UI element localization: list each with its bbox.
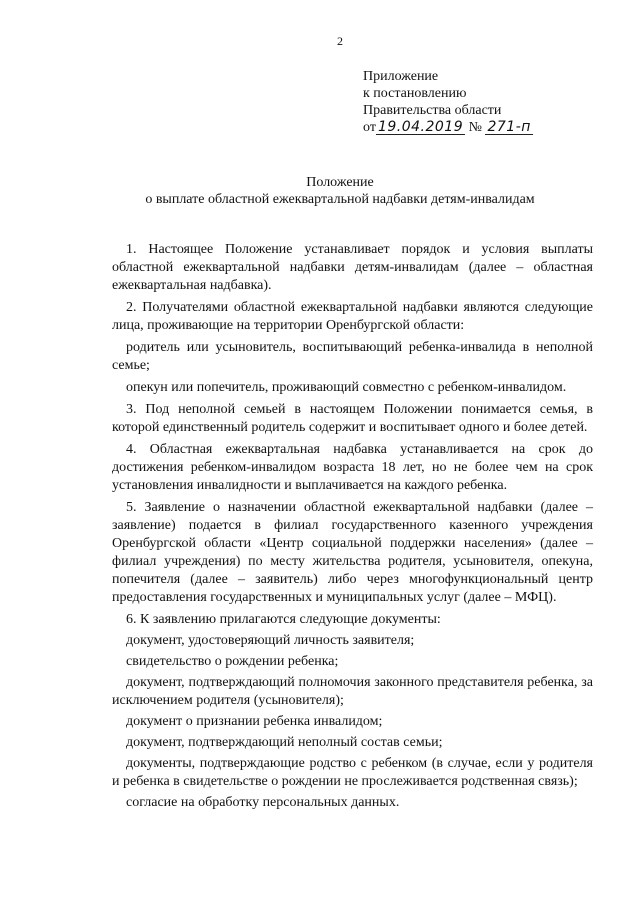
paragraph-5: 5. Заявление о назначении областной ежеквартальной надбавки (далее – заявление) подается в филиал государственного казенного учреждения Оренбургской области «Центр социальной поддержки населения» (далее – филиал учреждения) по месту жительства родителя, усыновителя, опекуна, попечителя (далее – заявитель) либо через многофункциональный центр предоставления государственных и муниципальных услуг (далее – МФЦ). [112, 500, 593, 605]
date-prefix: от [363, 120, 376, 135]
paragraph-6-item-6: документы, подтверждающие родство с ребенком (в случае, если у родителя и ребенка в свидетельстве о рождении не прослеживается родственная связь); [112, 756, 593, 789]
document-title [0, 174, 640, 208]
paragraph-6-item-1: документ, удостоверяющий личность заявителя; [126, 633, 415, 648]
paragraph-6-item-2: свидетельство о рождении ребенка; [126, 654, 339, 669]
paragraph-6-item-3: документ, подтверждающий полномочия законного представителя ребенка, за исключением родителя (усыновителя); [112, 675, 593, 708]
paragraph-2-item-1: родитель или усыновитель, воспитывающий ребенка-инвалида в неполной семье; [112, 340, 593, 373]
paragraph-3: 3. Под неполной семьей в настоящем Положении понимается семья, в которой единственный родитель содержит и воспитывает одного и более детей. [112, 402, 593, 435]
paragraph-6: 6. К заявлению прилагаются следующие документы: [126, 612, 441, 627]
paragraph-4: 4. Областная ежеквартальная надбавка устанавливается на срок до достижения ребенком-инвалидом возраста 18 лет, но не более чем на срок установления инвалидности и выплачивается на каждого ребенка. [112, 442, 593, 493]
handwritten-number: 271-п [487, 119, 531, 135]
paragraph-1: 1. Настоящее Положение устанавливает порядок и условия выплаты областной ежеквартальной надбавки детям-инвалидам (далее – областная ежеквартальная надбавка). [112, 242, 593, 293]
paragraph-2: 2. Получателями областной ежеквартальной надбавки являются следующие лица, проживающие на территории Оренбургской области: [112, 300, 593, 333]
paragraph-6-item-5: документ, подтверждающий неполный состав семьи; [126, 735, 443, 750]
appendix-line-resolution: к постановлению [363, 86, 467, 101]
appendix-line-government: Правительства области [363, 103, 502, 118]
appendix-date-line [363, 119, 533, 136]
appendix-title: Приложение [363, 69, 439, 84]
appendix-block [363, 68, 533, 136]
page-number: 2 [337, 34, 343, 48]
number-prefix: № [468, 120, 482, 135]
title-line-1: Положение [306, 175, 374, 190]
paragraph-6-item-7: согласие на обработку персональных данных. [126, 795, 400, 810]
document-body [112, 241, 593, 815]
paragraph-6-item-4: документ о признании ребенка инвалидом; [126, 714, 383, 729]
paragraph-2-item-2: опекун или попечитель, проживающий совместно с ребенком-инвалидом. [126, 380, 567, 395]
title-line-2: о выплате областной ежеквартальной надбавки детям-инвалидам [145, 192, 535, 207]
handwritten-date: 19.04.2019 [377, 119, 464, 135]
